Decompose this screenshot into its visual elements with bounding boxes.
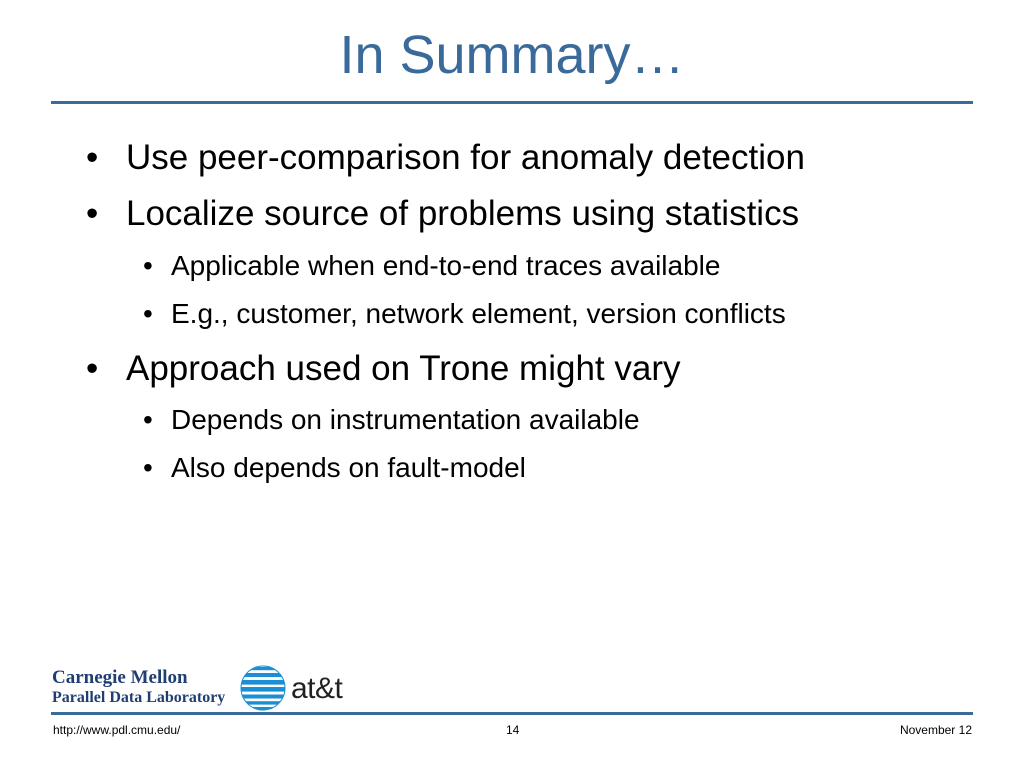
bullet-marker: •: [86, 138, 99, 177]
footer-divider: [51, 712, 973, 715]
footer-url: http://www.pdl.cmu.edu/: [53, 723, 181, 737]
bullet-item: Use peer-comparison for anomaly detection: [126, 138, 805, 177]
sub-bullet-item: Also depends on fault-model: [171, 452, 526, 483]
att-globe-icon: [240, 665, 286, 716]
sub-bullet-marker: •: [143, 404, 153, 435]
bullet-item: Localize source of problems using statistics: [126, 194, 800, 233]
sub-bullet-marker: •: [143, 298, 153, 329]
att-logo-text: at&t: [291, 672, 343, 705]
sub-bullet-marker: •: [143, 250, 153, 281]
cmu-logo-line1: Carnegie Mellon: [52, 667, 188, 688]
sub-bullet-marker: •: [143, 452, 153, 483]
footer-page-number: 14: [506, 723, 520, 737]
cmu-logo-line2: Parallel Data Laboratory: [52, 689, 226, 706]
bullet-item: Approach used on Trone might vary: [126, 349, 681, 388]
sub-bullet-item: Applicable when end-to-end traces available: [171, 250, 721, 281]
slide-title: In Summary…: [339, 25, 685, 85]
title-divider: [51, 101, 973, 104]
bullet-marker: •: [86, 194, 99, 233]
bullet-marker: •: [86, 349, 99, 388]
footer-date: November 12: [899, 723, 972, 737]
cmu-pdl-logo: [52, 668, 225, 708]
sub-bullet-item: E.g., customer, network element, version conflicts: [171, 298, 786, 329]
sub-bullet-item: Depends on instrumentation available: [171, 404, 640, 435]
